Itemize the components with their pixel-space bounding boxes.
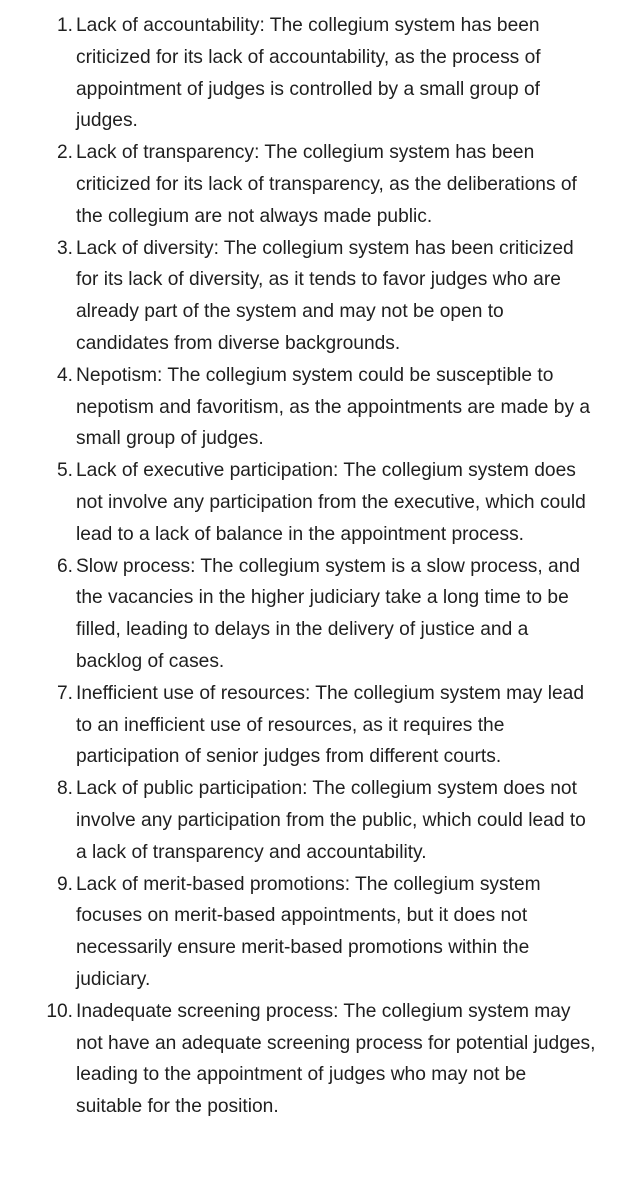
- item-number: 5.: [56, 460, 73, 482]
- list-item-2: [0, 137, 620, 232]
- item-number: 1.: [56, 15, 73, 36]
- item-text: Lack of public participation: The collegium system does not involve any participation from the public, which could lead to a lack of transparency and accountability.: [76, 778, 586, 863]
- list-item-3: [0, 233, 620, 360]
- item-text: Lack of merit-based promotions: The collegium system focuses on merit-based appointments, but it does not necessarily ensure merit-based promotions within the judiciary.: [76, 873, 541, 990]
- item-text: Slow process: The collegium system is a slow process, and the vacancies in the higher judiciary take a long time to be filled, leading to delays in the delivery of justice and a backlog of cases.: [76, 555, 581, 672]
- list-item-7: [0, 678, 620, 773]
- item-number: 6.: [56, 555, 73, 577]
- item-text: Lack of executive participation: The collegium system does not involve any participation from the executive, which could lead to a lack of balance in the appointment process.: [76, 460, 586, 545]
- list-item-1: [0, 10, 620, 137]
- item-text: Inefficient use of resources: The collegium system may lead to an inefficient use of resources, as it requires the participation of senior judges from different courts.: [76, 682, 584, 768]
- list-item-6: [0, 551, 620, 678]
- list-item-5: [0, 455, 620, 550]
- item-text: Lack of transparency: The collegium system has been criticized for its lack of transparency, as the deliberations of the collegium are not always made public.: [76, 142, 577, 227]
- item-number: 8.: [56, 778, 73, 800]
- item-number: 4.: [56, 364, 73, 386]
- list-item-4: [0, 360, 620, 455]
- item-text: Nepotism: The collegium system could be susceptible to nepotism and favoritism, as the appointments are made by a small group of judges.: [76, 364, 591, 450]
- list-item-10: [0, 996, 620, 1123]
- list-item-9: [0, 869, 620, 996]
- item-number: 9.: [56, 873, 73, 895]
- item-number: 10.: [46, 1000, 73, 1022]
- item-text: Inadequate screening process: The collegium system may not have an adequate screening process for potential judges, leading to the appointment of judges who may not be suitable for the position.: [76, 1000, 596, 1118]
- item-number: 2.: [56, 142, 73, 164]
- item-number: 7.: [56, 682, 73, 704]
- issues-list: [0, 10, 620, 1123]
- list-item-8: [0, 773, 620, 868]
- item-text: Lack of diversity: The collegium system has been criticized for its lack of diversity, as it tends to favor judges who are already part of the system and may not be open to candidates from diverse backgrounds.: [76, 237, 574, 354]
- item-text: Lack of accountability: The collegium system has been criticized for its lack of accountability, as the process of appointment of judges is controlled by a small group of judges.: [76, 15, 541, 132]
- item-number: 3.: [56, 237, 73, 259]
